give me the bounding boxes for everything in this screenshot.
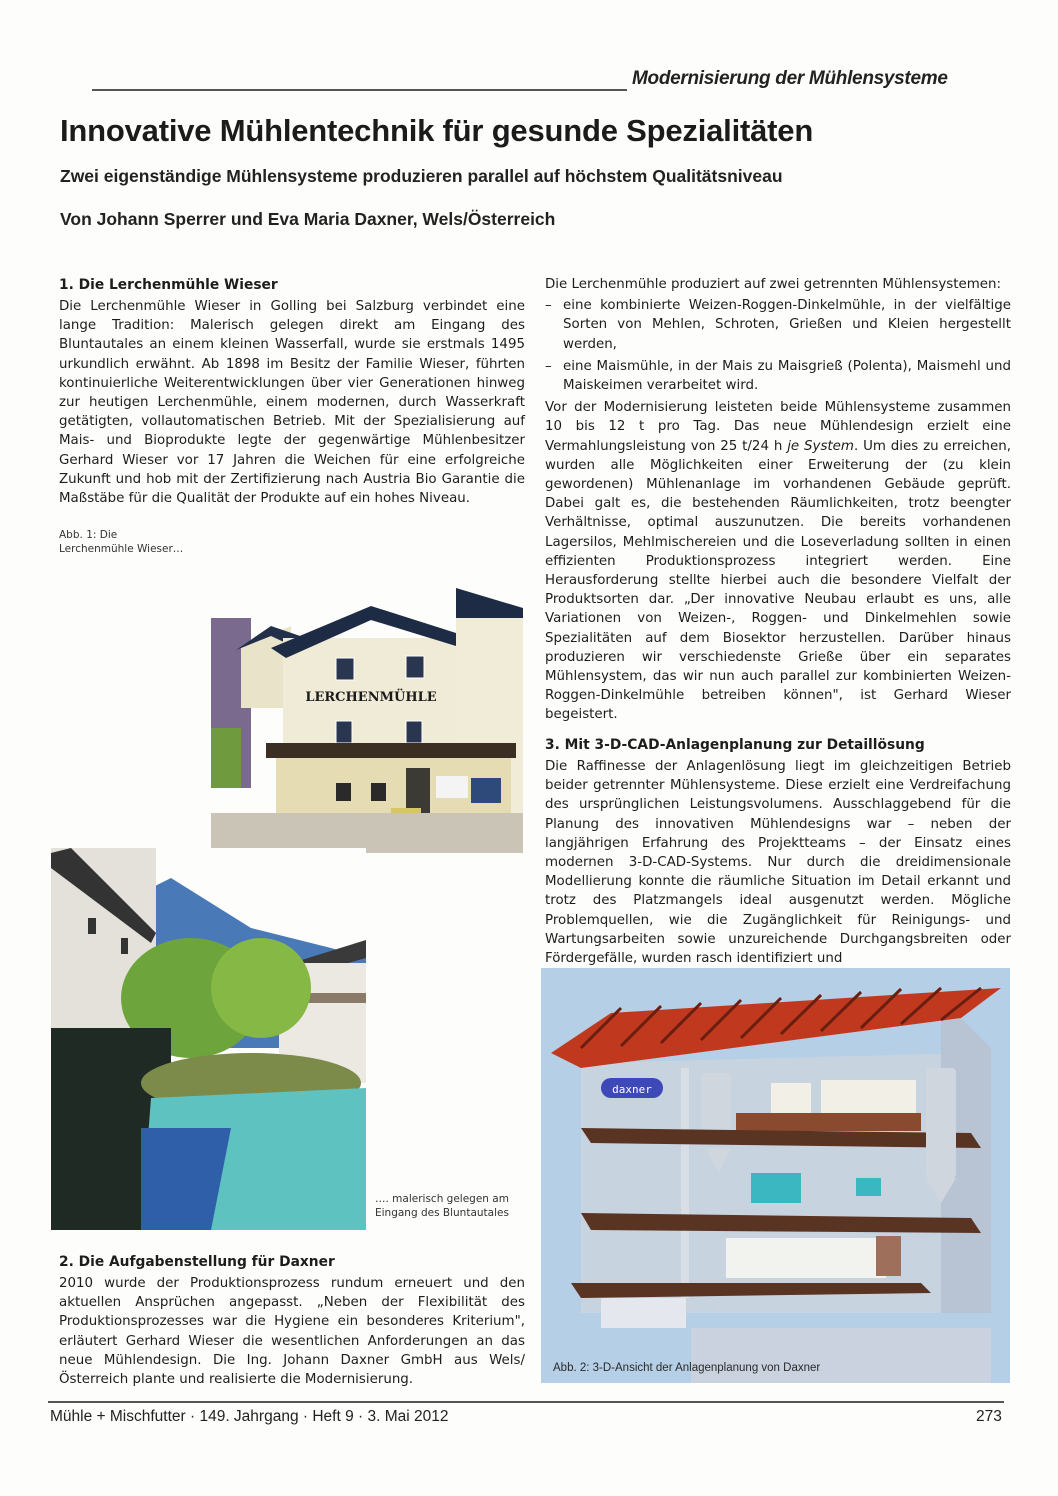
footer-rule [48,1401,1004,1403]
mill-sign: LERCHENMÜHLE [305,690,437,705]
figure-1b-creek-photo [51,848,366,1230]
column-2-intro: Die Lerchenmühle produziert auf zwei getrennten Mühlensystemen: [545,277,1002,292]
section-1-heading: 1. Die Lerchenmühle Wieser [59,277,278,293]
section-1 [59,275,525,508]
article-authors: Von Johann Sperrer und Eva Maria Daxner, Wels/Österreich [60,209,556,229]
list-item: – eine Maismühle, in der Mais zu Maisgrieß (Polenta), Maismehl und Maiskeimen verarbeitet wird. [545,357,1011,395]
daxner-logo [601,1078,663,1098]
list-item: – eine kombinierte Weizen-Roggen-Dinkelmühle, in der vielfältige Sorten von Mehlen, Schroten, Grießen und Kleien hergestellt werden, [545,296,1011,354]
section-3-heading: 3. Mit 3-D-CAD-Anlagenplanung zur Detaillösung [545,737,925,753]
footer-publication: Mühle + Mischfutter · 149. Jahrgang · Heft 9 · 3. Mai 2012 [50,1408,449,1425]
section-3-paragraph: Die Raffinesse der Anlagenlösung liegt im gleichzeitigen Betrieb beider getrennter Mühlensysteme. Diese erzielt eine Verdreifachung des ursprünglichen Leistungsvolumens. Ausschlaggebend für die Planung des innovativen Mühlendesigns war – neben der langjährigen Erfahrung des Projektteams – der Einsatz eines modernen 3-D-CAD-Systems. Nur durch die dreidimensionale Modellierung konnte die räumliche Situation im Detail erkannt und trotz des Platzmangels ideal ausgenutzt werden. Mögliche Problemquellen, wie die Zugänglichkeit für Reinigungs- und Wartungsarbeiten sowie unzureichende Durchgangsbreiten oder Fördergefälle, wurden rasch identifiziert und [545,759,1011,967]
figure-1-mill-photo [211,578,523,853]
header-rule [92,89,627,91]
section-1-paragraph: Die Lerchenmühle Wieser in Golling bei Salzburg verbindet eine lange Tradition: Malerisch gelegen direkt am Eingang des Bluntautales an einem kleinen Wasserfall, wurde sie erstmals 1495 urkundlich erwähnt. Ab 1898 im Besitz der Familie Wieser, führten kontinuierliche Weiterentwicklungen über vier Generationen hinweg zur heutigen Lerchenmühle, einem modernen, durch Wasserkraft getätigten, vollautomatischen Betrieb. Mit der Spezialisierung auf Mais- und Bioprodukte legte der gegenwärtige Mühlenbesitzer Gerhard Wieser vor 17 Jahren die Weichen für eine erfolgreiche Zukunft und hob mit der Zertifizierung nach Austria Bio Garantie die Maßstäbe für die Qualität der Produkte auf ein hohes Niveau. [59,299,525,507]
svg-text:daxner: daxner [612,1083,652,1096]
section-2-heading: 2. Die Aufgabenstellung für Daxner [59,1254,335,1270]
article-title: Innovative Mühlentechnik für gesunde Spezialitäten [60,113,814,148]
section-2 [59,1252,525,1389]
article-subtitle: Zwei eigenständige Mühlensysteme produzieren parallel auf höchstem Qualitätsniveau [60,166,783,186]
page-number: 273 [976,1408,1002,1425]
section-2-paragraph: 2010 wurde der Produktionsprozess rundum erneuert und den aktuellen Ansprüchen angepasst. „Neben der Flexibilität des Produktionsprozesses war die Hygiene ein besonderes Kriterium", erläutert Gerhard Wieser die wesentlichen Anforderungen an das neue Mühlendesign. Die Ing. Johann Daxner GmbH aus Wels/Österreich plante und realisierte die Modernisierung. [59,1276,525,1388]
figure-2-cad-rendering [541,968,1010,1383]
section-label: Modernisierung der Mühlensysteme [632,68,948,89]
figure-1b-caption: …. malerisch gelegen am Eingang des Bluntautales [375,1193,509,1219]
section-3 [545,735,1011,968]
figure-1-caption: Abb. 1: Die Lerchenmühle Wieser… [59,529,184,555]
mill-systems-list [545,296,1011,395]
column-2 [545,275,1011,725]
figure-2-caption: Abb. 2: 3-D-Ansicht der Anlagenplanung von Daxner [553,1362,821,1374]
column-2-paragraph: Vor der Modernisierung leisteten beide Mühlensysteme zusammen 10 bis 12 t pro Tag. Das neue Mühlendesign erzielt eine Vermahlungsleistung von 25 t/24 h je System. Um dies zu erreichen, wurden alle Möglichkeiten einer Erweiterung der (zu klein gewordenen) Mühlenanlage im vorhandenen Gebäude geprüft. Dabei galt es, die bestehenden Räumlichkeiten, trotz beengter Verhältnisse, optimal auszunutzen. Die bereits vorhandenen Lagersilos, Mehlmischereien und die Loseverladung sollten in einen effizienten Produktionsprozess integriert werden. Eine Herausforderung stellte hierbei auch die besondere Vielfalt der Produktsorten dar. „Der innovative Neubau erlaubt es uns, alle Variationen von Weizen-, Roggen- und Dinkelmehlen sowie Spezialitäten auf dem Biosektor herzustellen. Darüber hinaus produzieren wir verschiedenste Grieße über ein separates Mühlensystem, das wir nun auch parallel zur kombinierten Weizen-Roggen-Dinkelmühle betreiben können", ist Gerhard Wieser begeistert. [545,400,1011,723]
